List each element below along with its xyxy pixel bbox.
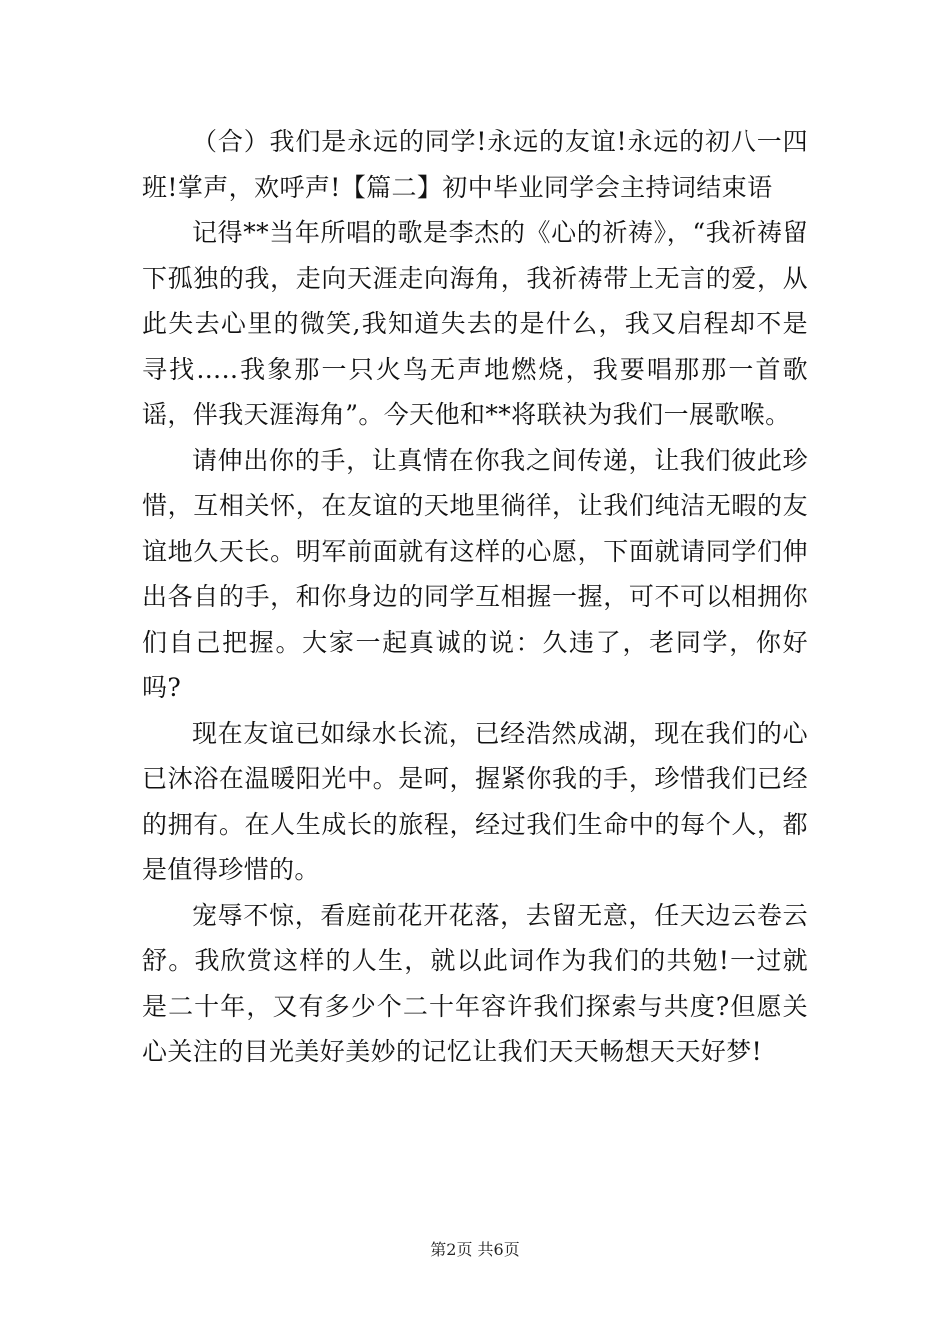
paragraph: 请伸出你的手，让真情在你我之间传递，让我们彼此珍惜，互相关怀，在友谊的天地里徜徉，让我们纯洁无暇的友谊地久天长。明军前面就有这样的心愿，下面就请同学们伸出各自的手，和你身边的同学互相握一握，可不可以相拥你们自己把握。大家一起真诚的说：久违了，老同学，你好吗? [142,445,808,702]
paragraph: 现在友谊已如绿水长流，已经浩然成湖，现在我们的心已沐浴在温暖阳光中。是呵，握紧你我的手，珍惜我们已经的拥有。在人生成长的旅程，经过我们生命中的每个人，都是值得珍惜的。 [142,718,808,884]
paragraph: （合）我们是永远的同学!永远的友谊!永远的初八一四班!掌声，欢呼声!【篇二】初中毕业同学会主持词结束语 [142,127,808,202]
paragraph: 宠辱不惊，看庭前花开花落，去留无意，任天边云卷云舒。我欣赏这样的人生，就以此词作为我们的共勉!一过就是二十年，又有多少个二十年容许我们探索与共度?但愿关心关注的目光美好美妙的记忆让我们天天畅想天天好梦! [142,900,808,1066]
paragraph: 记得**当年所唱的歌是李杰的《心的祈祷》，“我祈祷留下孤独的我，走向天涯走向海角，我祈祷带上无言的爱，从此失去心里的微笑,我知道失去的是什么，我又启程却不是寻找…..我象那一只火鸟无声地燃烧，我要唱那那一首歌谣，伴我天涯海角”。今天他和**将联袂为我们一展歌喉。 [142,218,808,429]
document-body [142,119,808,1075]
page-number-footer: 第2页 共6页 [430,1240,520,1259]
